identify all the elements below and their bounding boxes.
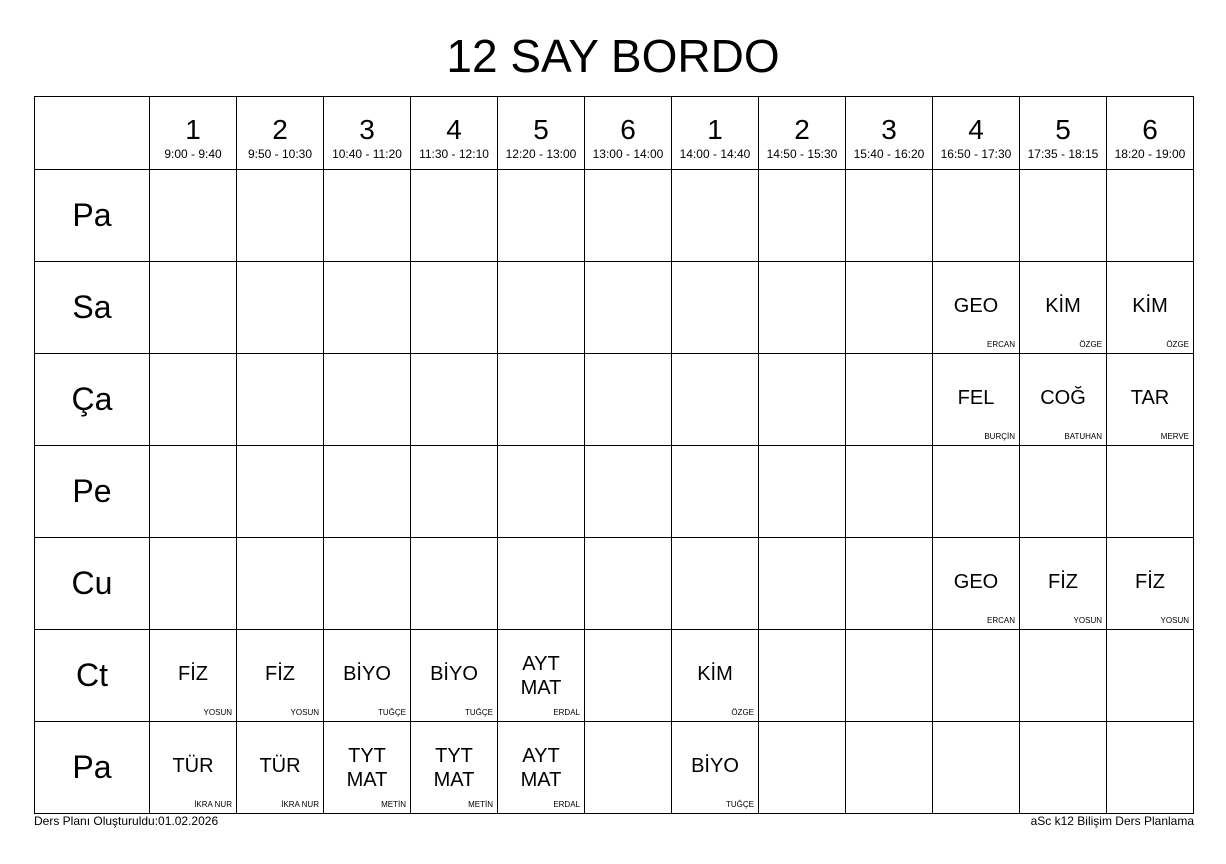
empty-cell bbox=[324, 262, 411, 354]
empty-cell bbox=[846, 354, 933, 446]
empty-cell bbox=[237, 354, 324, 446]
lesson-subject: TÜR bbox=[259, 755, 301, 777]
lesson-cell bbox=[237, 630, 324, 722]
day-row bbox=[35, 722, 1194, 814]
period-number: 6 bbox=[1142, 114, 1158, 145]
period-time: 17:35 - 18:15 bbox=[1027, 147, 1099, 161]
empty-cell bbox=[585, 538, 672, 630]
lesson-teacher: MERVE bbox=[1160, 432, 1189, 441]
period-number: 4 bbox=[968, 114, 984, 145]
period-header bbox=[672, 97, 759, 170]
lesson-cell bbox=[933, 354, 1020, 446]
period-time: 9:50 - 10:30 bbox=[247, 147, 313, 161]
empty-cell bbox=[672, 446, 759, 538]
empty-cell bbox=[1107, 630, 1194, 722]
empty-cell bbox=[150, 538, 237, 630]
lesson-cell bbox=[324, 722, 411, 814]
lesson-cell bbox=[498, 630, 585, 722]
day-label: Sa bbox=[35, 262, 150, 354]
lesson-subject: KİM bbox=[697, 663, 733, 685]
empty-cell bbox=[411, 262, 498, 354]
lesson-subject: FEL bbox=[957, 387, 995, 409]
lesson-teacher: BATUHAN bbox=[1064, 432, 1102, 441]
lesson-subject: AYT MAT bbox=[520, 745, 562, 791]
lesson-teacher: METİN bbox=[468, 800, 493, 809]
lesson-cell bbox=[498, 722, 585, 814]
lesson-subject: FİZ bbox=[1048, 571, 1078, 593]
empty-cell bbox=[150, 446, 237, 538]
software-credit-footer: aSc k12 Bilişim Ders Planlama bbox=[1030, 814, 1194, 828]
period-time: 13:00 - 14:00 bbox=[592, 147, 664, 161]
empty-cell bbox=[498, 446, 585, 538]
lesson-cell bbox=[1020, 538, 1107, 630]
lesson-cell bbox=[237, 722, 324, 814]
lesson-subject: TAR bbox=[1130, 387, 1170, 409]
lesson-teacher: ERCAN bbox=[986, 340, 1015, 349]
period-time: 16:50 - 17:30 bbox=[940, 147, 1012, 161]
empty-cell bbox=[498, 538, 585, 630]
day-label: Ça bbox=[35, 354, 150, 446]
period-time: 10:40 - 11:20 bbox=[332, 147, 402, 161]
lesson-cell bbox=[1020, 354, 1107, 446]
lesson-cell bbox=[150, 630, 237, 722]
empty-cell bbox=[933, 446, 1020, 538]
period-time: 14:50 - 15:30 bbox=[766, 147, 838, 161]
period-header bbox=[1107, 97, 1194, 170]
empty-cell bbox=[411, 354, 498, 446]
empty-cell bbox=[759, 262, 846, 354]
lesson-subject: GEO bbox=[953, 295, 999, 317]
empty-cell bbox=[759, 722, 846, 814]
empty-cell bbox=[498, 170, 585, 262]
lesson-cell bbox=[672, 722, 759, 814]
period-number: 1 bbox=[707, 114, 723, 145]
empty-cell bbox=[585, 262, 672, 354]
empty-cell bbox=[237, 170, 324, 262]
lesson-cell bbox=[1107, 354, 1194, 446]
empty-cell bbox=[411, 538, 498, 630]
empty-cell bbox=[846, 446, 933, 538]
lesson-cell bbox=[933, 262, 1020, 354]
period-header bbox=[498, 97, 585, 170]
lesson-subject: BİYO bbox=[691, 755, 739, 777]
lesson-teacher: YOSUN bbox=[1160, 616, 1189, 625]
empty-cell bbox=[759, 446, 846, 538]
period-time: 9:00 - 9:40 bbox=[164, 147, 222, 161]
period-header bbox=[585, 97, 672, 170]
empty-cell bbox=[846, 262, 933, 354]
empty-cell bbox=[933, 630, 1020, 722]
period-number: 3 bbox=[881, 114, 897, 145]
lesson-cell bbox=[1107, 538, 1194, 630]
period-number: 1 bbox=[185, 114, 201, 145]
corner-cell bbox=[35, 97, 150, 170]
empty-cell bbox=[411, 446, 498, 538]
lesson-subject: BİYO bbox=[430, 663, 478, 685]
empty-cell bbox=[585, 630, 672, 722]
lesson-teacher: YOSUN bbox=[290, 708, 319, 717]
lesson-subject: FİZ bbox=[1135, 571, 1165, 593]
period-header-row bbox=[35, 97, 1194, 170]
empty-cell bbox=[846, 538, 933, 630]
lesson-teacher: ÖZGE bbox=[731, 708, 754, 717]
lesson-teacher: İKRA NUR bbox=[281, 800, 319, 809]
empty-cell bbox=[759, 630, 846, 722]
empty-cell bbox=[324, 354, 411, 446]
lesson-cell bbox=[933, 538, 1020, 630]
lesson-subject: KİM bbox=[1045, 295, 1081, 317]
lesson-teacher: ÖZGE bbox=[1166, 340, 1189, 349]
period-number: 4 bbox=[446, 114, 462, 145]
empty-cell bbox=[1107, 170, 1194, 262]
lesson-subject: AYT MAT bbox=[520, 653, 562, 699]
empty-cell bbox=[585, 170, 672, 262]
period-header bbox=[150, 97, 237, 170]
lesson-cell bbox=[411, 630, 498, 722]
empty-cell bbox=[324, 538, 411, 630]
period-header bbox=[324, 97, 411, 170]
period-time: 18:20 - 19:00 bbox=[1114, 147, 1186, 161]
period-number: 2 bbox=[272, 114, 288, 145]
day-row bbox=[35, 354, 1194, 446]
empty-cell bbox=[1020, 170, 1107, 262]
empty-cell bbox=[759, 354, 846, 446]
lesson-subject: COĞ bbox=[1040, 387, 1086, 409]
empty-cell bbox=[1107, 446, 1194, 538]
period-header bbox=[933, 97, 1020, 170]
empty-cell bbox=[324, 446, 411, 538]
day-label: Pe bbox=[35, 446, 150, 538]
day-label: Pa bbox=[35, 722, 150, 814]
timetable bbox=[34, 96, 1194, 814]
day-row bbox=[35, 538, 1194, 630]
day-label: Ct bbox=[35, 630, 150, 722]
lesson-teacher: YOSUN bbox=[203, 708, 232, 717]
empty-cell bbox=[150, 354, 237, 446]
lesson-teacher: ERCAN bbox=[986, 616, 1015, 625]
lesson-cell bbox=[672, 630, 759, 722]
empty-cell bbox=[1107, 722, 1194, 814]
lesson-cell bbox=[1107, 262, 1194, 354]
lesson-cell bbox=[150, 722, 237, 814]
lesson-teacher: TUĞÇE bbox=[378, 708, 406, 717]
period-header bbox=[237, 97, 324, 170]
period-header bbox=[1020, 97, 1107, 170]
empty-cell bbox=[672, 262, 759, 354]
period-number: 5 bbox=[1055, 114, 1071, 145]
lesson-subject: TÜR bbox=[172, 755, 214, 777]
lesson-subject: KİM bbox=[1132, 295, 1168, 317]
created-date-footer: Ders Planı Oluşturuldu:01.02.2026 bbox=[34, 814, 219, 828]
day-row bbox=[35, 630, 1194, 722]
period-time: 14:00 - 14:40 bbox=[679, 147, 751, 161]
period-header bbox=[411, 97, 498, 170]
empty-cell bbox=[846, 170, 933, 262]
empty-cell bbox=[672, 170, 759, 262]
lesson-teacher: İKRA NUR bbox=[194, 800, 232, 809]
empty-cell bbox=[1020, 630, 1107, 722]
lesson-teacher: YOSUN bbox=[1073, 616, 1102, 625]
empty-cell bbox=[846, 630, 933, 722]
empty-cell bbox=[498, 262, 585, 354]
empty-cell bbox=[672, 538, 759, 630]
lesson-teacher: TUĞÇE bbox=[726, 800, 754, 809]
lesson-cell bbox=[1020, 262, 1107, 354]
day-label: Pa bbox=[35, 170, 150, 262]
empty-cell bbox=[237, 446, 324, 538]
lesson-subject: FİZ bbox=[265, 663, 295, 685]
period-time: 12:20 - 13:00 bbox=[505, 147, 577, 161]
period-number: 2 bbox=[794, 114, 810, 145]
empty-cell bbox=[585, 722, 672, 814]
empty-cell bbox=[324, 170, 411, 262]
empty-cell bbox=[1020, 722, 1107, 814]
page-title: 12 SAY BORDO bbox=[446, 30, 780, 82]
empty-cell bbox=[498, 354, 585, 446]
day-row bbox=[35, 170, 1194, 262]
period-time: 11:30 - 12:10 bbox=[419, 147, 489, 161]
empty-cell bbox=[759, 538, 846, 630]
empty-cell bbox=[237, 538, 324, 630]
lesson-teacher: ERDAL bbox=[553, 800, 580, 809]
period-time: 15:40 - 16:20 bbox=[853, 147, 925, 161]
lesson-subject: TYT MAT bbox=[433, 745, 475, 791]
period-number: 6 bbox=[620, 114, 636, 145]
empty-cell bbox=[672, 354, 759, 446]
lesson-teacher: METİN bbox=[381, 800, 406, 809]
day-label: Cu bbox=[35, 538, 150, 630]
empty-cell bbox=[411, 170, 498, 262]
empty-cell bbox=[933, 170, 1020, 262]
empty-cell bbox=[846, 722, 933, 814]
empty-cell bbox=[1020, 446, 1107, 538]
empty-cell bbox=[585, 446, 672, 538]
lesson-cell bbox=[411, 722, 498, 814]
period-header bbox=[759, 97, 846, 170]
lesson-teacher: ÖZGE bbox=[1079, 340, 1102, 349]
lesson-subject: TYT MAT bbox=[346, 745, 388, 791]
day-row bbox=[35, 262, 1194, 354]
lesson-subject: BİYO bbox=[343, 663, 391, 685]
lesson-subject: FİZ bbox=[178, 663, 208, 685]
day-row bbox=[35, 446, 1194, 538]
lesson-subject: GEO bbox=[953, 571, 999, 593]
empty-cell bbox=[933, 722, 1020, 814]
period-header bbox=[846, 97, 933, 170]
period-number: 3 bbox=[359, 114, 375, 145]
lesson-teacher: BURÇİN bbox=[984, 432, 1015, 441]
empty-cell bbox=[759, 170, 846, 262]
empty-cell bbox=[150, 170, 237, 262]
empty-cell bbox=[150, 262, 237, 354]
lesson-teacher: TUĞÇE bbox=[465, 708, 493, 717]
empty-cell bbox=[237, 262, 324, 354]
empty-cell bbox=[585, 354, 672, 446]
period-number: 5 bbox=[533, 114, 549, 145]
lesson-cell bbox=[324, 630, 411, 722]
lesson-teacher: ERDAL bbox=[553, 708, 580, 717]
